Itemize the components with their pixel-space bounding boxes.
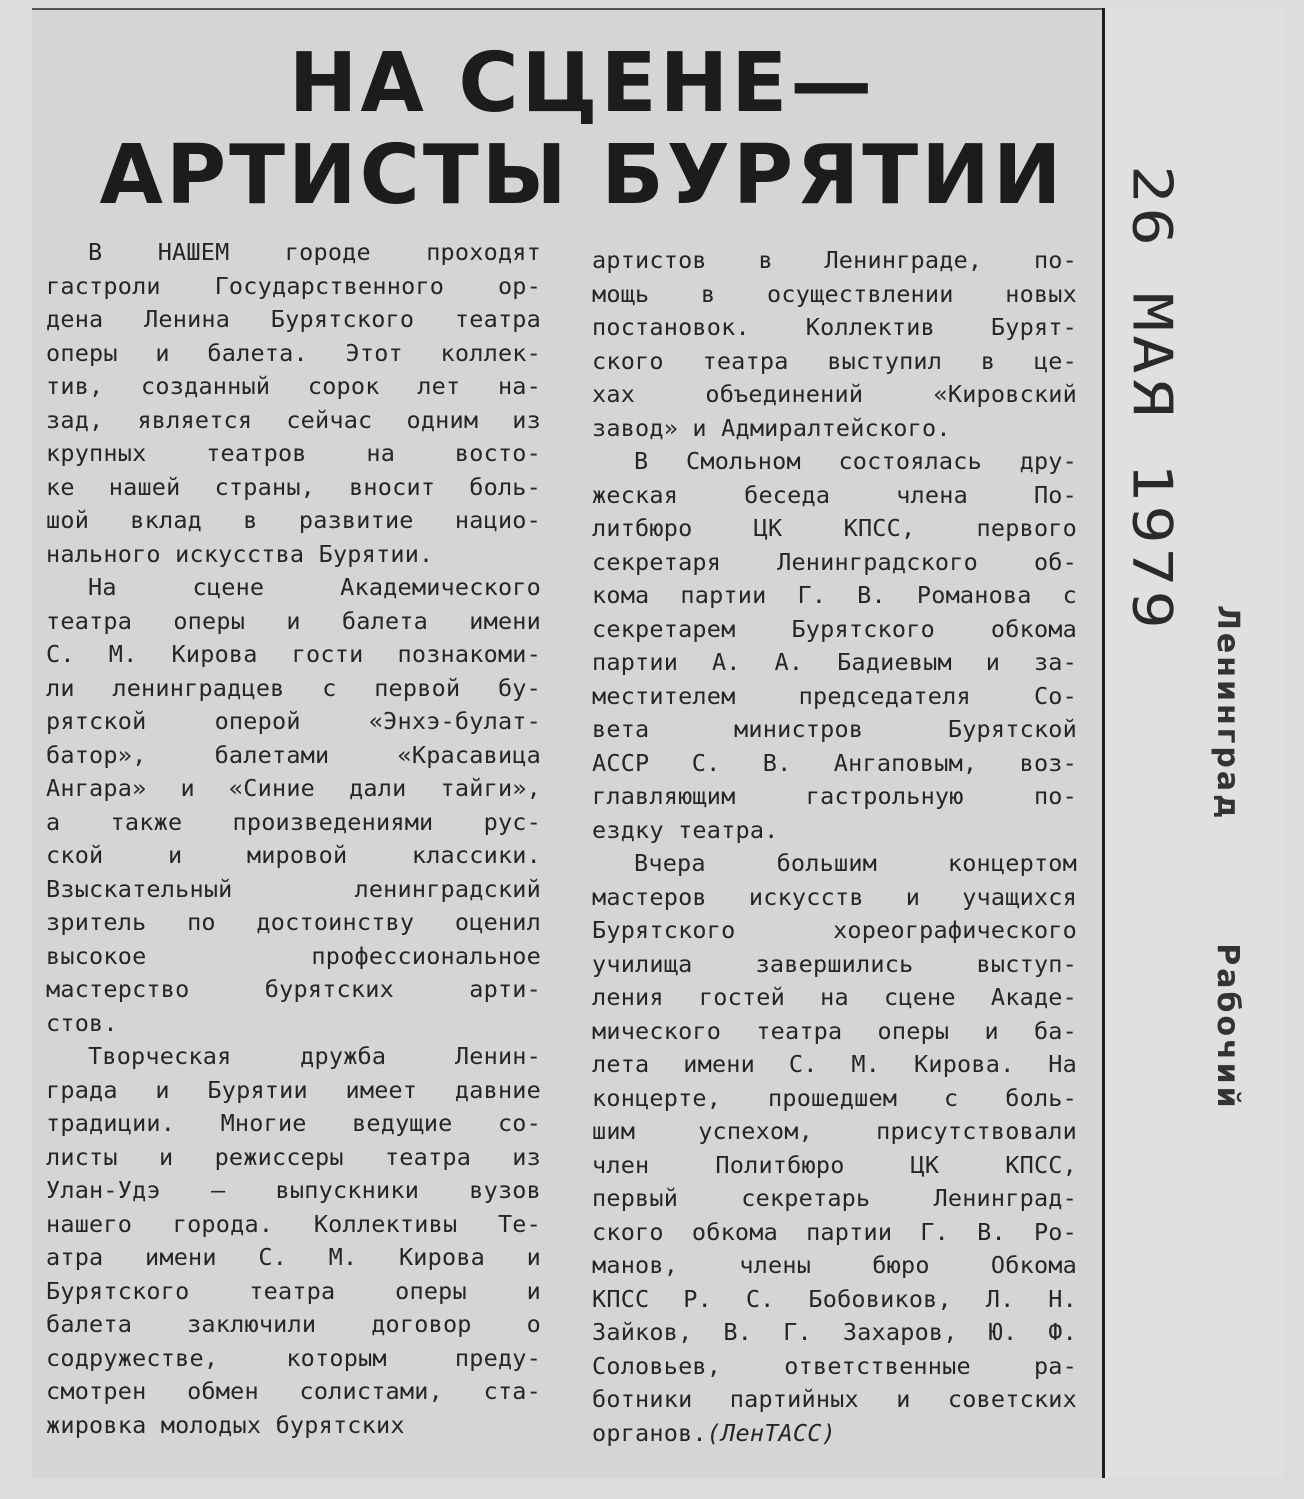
text-line: ления гостей на сцене Акаде- <box>592 983 1077 1011</box>
text-line: главляющим гастрольную по- <box>592 782 1077 810</box>
text-line-content: органов. <box>592 1418 707 1447</box>
text-line <box>592 1417 1077 1451</box>
text-line: нального искусства Бурятии. <box>46 539 434 568</box>
text-line: ского обкома партии Г. В. Ро- <box>592 1217 1077 1246</box>
text-line: балета заключили договор о <box>46 1310 541 1338</box>
text-line: крупных театров на восто- <box>46 439 541 467</box>
text-line: Взыскательный ленинградский <box>46 874 541 903</box>
text-line: жеская беседа члена По- <box>592 480 1077 509</box>
text-line: Вчера большим концертом <box>634 849 1077 877</box>
text-line: училища завершились выступ- <box>592 949 1077 978</box>
headline-line-2: АРТИСТЫ БУРЯТИИ <box>99 128 1065 223</box>
text-line: гастроли Государственного ор- <box>46 271 541 300</box>
text-line: Ангара» и «Синие дали тайги», <box>46 774 541 802</box>
text-line: КПСС Р. С. Бобовиков, Л. Н. <box>592 1284 1077 1313</box>
article-paragraph <box>46 1040 541 1442</box>
text-line: зритель по достоинству оценил <box>46 908 541 936</box>
text-line: Бурятского театра оперы и <box>46 1276 541 1305</box>
text-line: зад, является сейчас одним из <box>46 405 541 434</box>
text-line: постановок. Коллектив Бурят- <box>592 313 1077 341</box>
text-line: партии А. А. Бадиевым и за- <box>592 648 1077 676</box>
text-line: мастерство бурятских арти- <box>46 975 541 1003</box>
text-line: ке нашей страны, вносит боль- <box>46 472 541 501</box>
source-credit: (ЛенТАСС) <box>706 1418 836 1447</box>
text-line: секретарем Бурятского обкома <box>592 614 1077 643</box>
text-line: атра имени С. М. Кирова и <box>46 1243 541 1271</box>
text-line: ского театра выступил в це- <box>592 346 1077 375</box>
text-line: содружестве, которым преду- <box>46 1343 541 1372</box>
article-paragraph <box>46 236 541 571</box>
clipping-top-edge <box>32 8 1102 10</box>
article-headline <box>92 38 1072 222</box>
left-text-column <box>46 236 541 1442</box>
text-line: Соловьев, ответственные ра- <box>592 1351 1077 1380</box>
text-line: а также произведениями рус- <box>46 807 541 836</box>
text-line: хах объединений «Кировский <box>592 380 1077 408</box>
text-line: ли ленинградцев с первой бу- <box>46 673 541 702</box>
text-line: батор», балетами «Красавица <box>46 740 541 769</box>
newspaper-clipping <box>32 8 1105 1478</box>
text-line: мастеров искусств и учащихся <box>592 882 1077 911</box>
article-paragraph <box>592 445 1077 847</box>
date-stamp: 26 МАЯ 1979 <box>1120 165 1183 633</box>
article-paragraph <box>592 244 1077 445</box>
right-text-column <box>592 244 1077 1450</box>
text-line: листы и режиссеры театра из <box>46 1142 541 1171</box>
text-line: литбюро ЦК КПСС, первого <box>592 514 1077 542</box>
text-line: шим успехом, присутствовали <box>592 1117 1077 1145</box>
text-line: традиции. Многие ведущие со- <box>46 1109 541 1137</box>
text-line: АССР С. В. Ангаповым, воз- <box>592 748 1077 777</box>
text-line: местителем председателя Со- <box>592 681 1077 710</box>
text-line: Бурятского хореографического <box>592 916 1077 944</box>
text-line: мощь в осуществлении новых <box>592 279 1077 308</box>
text-line: кома партии Г. В. Романова с <box>592 581 1077 609</box>
text-line: жировка молодых бурятских <box>46 1410 405 1439</box>
newspaper-name-part-2: Рабочий <box>1210 943 1245 1111</box>
text-line: шой вклад в развитие нацио- <box>46 506 541 534</box>
article-paragraph <box>46 571 541 1040</box>
text-line: С. М. Кирова гости познакоми- <box>46 640 541 668</box>
text-line: рятской оперой «Энхэ-булат- <box>46 707 541 735</box>
text-line: На сцене Академического <box>88 573 541 601</box>
text-line: смотрен обмен солистами, ста- <box>46 1377 541 1405</box>
text-line: тив, созданный сорок лет на- <box>46 372 541 400</box>
text-line: вета министров Бурятской <box>592 715 1077 743</box>
text-line: стов. <box>46 1008 118 1037</box>
text-line: дена Ленина Бурятского театра <box>46 305 541 333</box>
newspaper-name-part-1: Ленинград <box>1210 605 1245 822</box>
text-line: ской и мировой классики. <box>46 841 541 869</box>
text-line: член Политбюро ЦК КПСС, <box>592 1150 1077 1179</box>
text-line: концерте, прошедшем с боль- <box>592 1083 1077 1112</box>
article-paragraph <box>592 847 1077 1450</box>
text-line: лета имени С. М. Кирова. На <box>592 1050 1077 1078</box>
text-line: высокое профессиональное <box>46 941 541 970</box>
headline-line-1: НА СЦЕНЕ— <box>288 36 876 131</box>
text-line: завод» и Адмиралтейского. <box>592 413 951 442</box>
text-line: нашего города. Коллективы Те- <box>46 1209 541 1238</box>
newspaper-name <box>1210 605 1245 1111</box>
text-line: Улан-Удэ — выпускники вузов <box>46 1176 541 1204</box>
text-line: В НАШЕМ городе проходят <box>88 238 541 266</box>
text-line: артистов в Ленинграде, по- <box>592 246 1077 274</box>
text-line: града и Бурятии имеет давние <box>46 1075 541 1104</box>
text-line: секретаря Ленинградского об- <box>592 547 1077 576</box>
text-line: ботники партийных и советских <box>592 1385 1077 1413</box>
text-line: Творческая дружба Ленин- <box>88 1042 541 1070</box>
text-line: первый секретарь Ленинград- <box>592 1184 1077 1212</box>
text-line: театра оперы и балета имени <box>46 606 541 635</box>
text-line: манов, члены бюро Обкома <box>592 1251 1077 1279</box>
text-line: Зайков, В. Г. Захаров, Ю. Ф. <box>592 1318 1077 1346</box>
text-line: ездку театра. <box>592 815 779 844</box>
text-line: оперы и балета. Этот коллек- <box>46 338 541 367</box>
text-line: В Смольном состоялась дру- <box>634 447 1077 475</box>
text-line: мического театра оперы и ба- <box>592 1016 1077 1045</box>
